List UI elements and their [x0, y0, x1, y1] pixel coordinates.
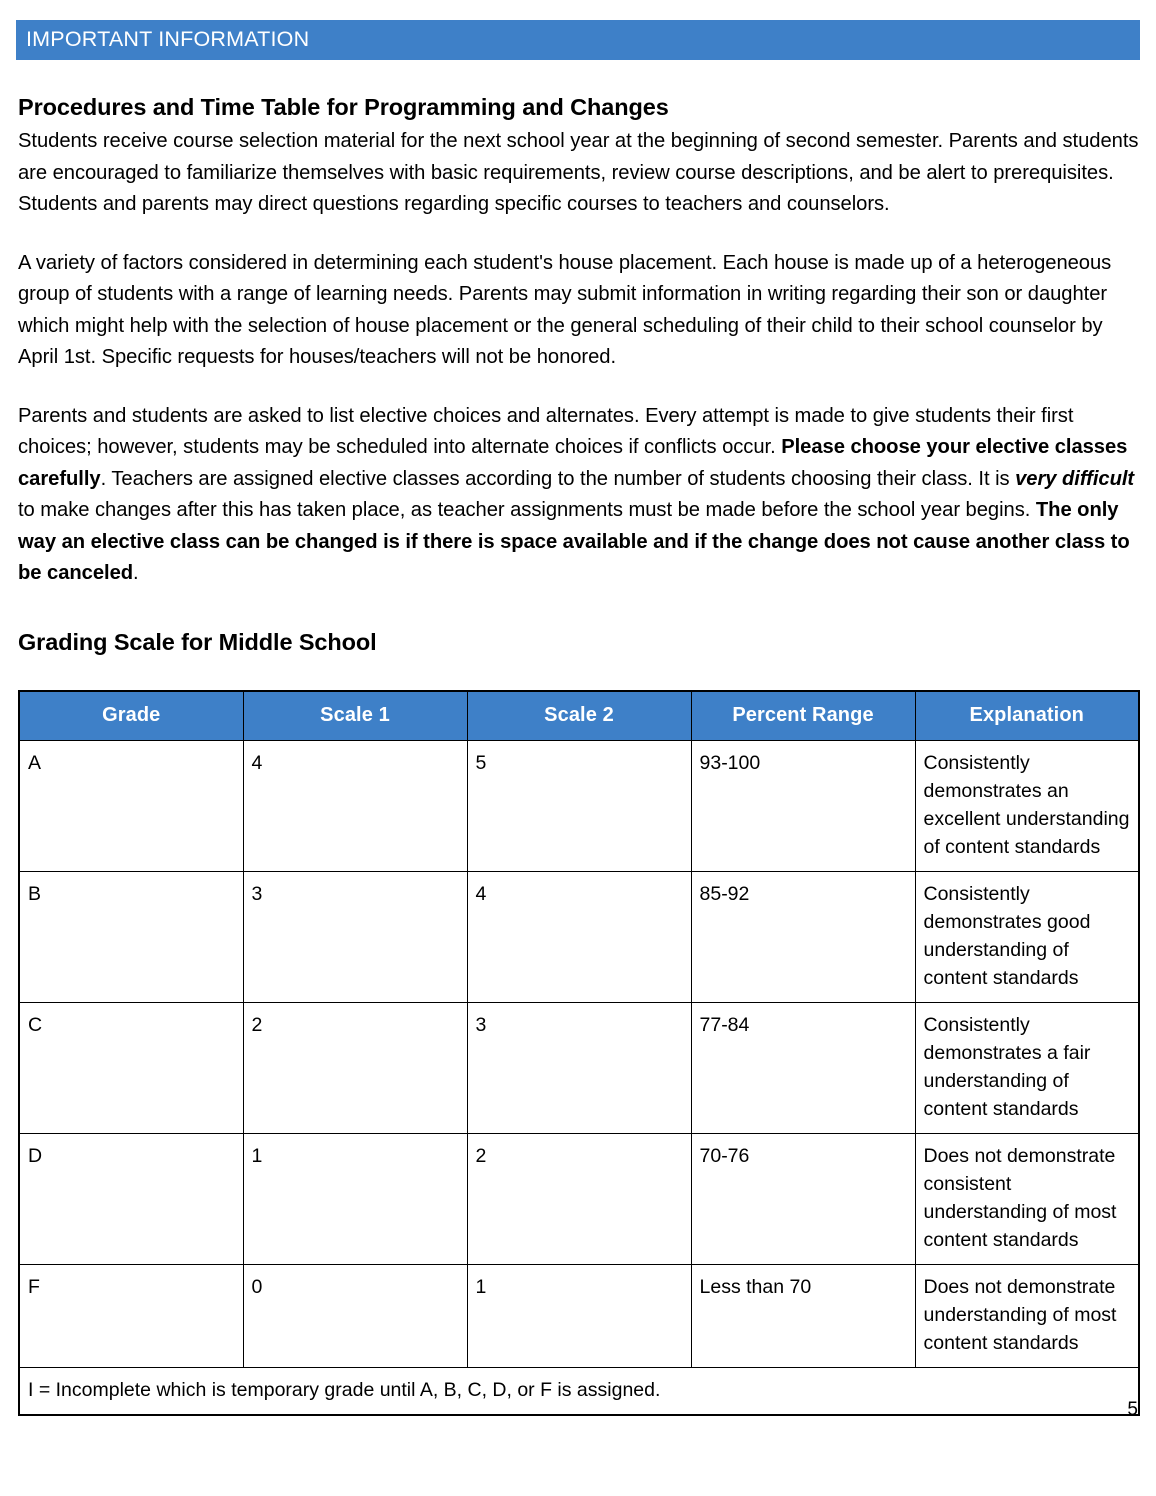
cell-explanation: Does not demonstrate consistent understanding of most content standards — [915, 1134, 1139, 1265]
cell-scale-2: 2 — [467, 1134, 691, 1265]
paragraph-3-part-1: Parents and students are asked to list elective choices and alternates. Every attempt is made to give students their first choices; however, students may be scheduled into alternate choices if conflicts occur. — [18, 404, 1074, 459]
cell-percent-range: 70-76 — [691, 1134, 915, 1265]
cell-grade: F — [19, 1265, 243, 1368]
banner-title: IMPORTANT INFORMATION — [26, 27, 310, 52]
document-content — [18, 93, 1142, 1416]
table-footnote-row — [19, 1368, 1139, 1416]
cell-grade: A — [19, 741, 243, 872]
cell-scale-2: 1 — [467, 1265, 691, 1368]
column-header-grade: Grade — [19, 691, 243, 741]
table-row — [19, 741, 1139, 872]
paragraph-3-bold-2: The only way an elective class can be changed is if there is space available and if the change does not cause another class to be canceled — [18, 499, 1130, 585]
cell-scale-1: 2 — [243, 1003, 467, 1134]
cell-percent-range: 93-100 — [691, 741, 915, 872]
column-header-scale-2: Scale 2 — [467, 691, 691, 741]
cell-grade: D — [19, 1134, 243, 1265]
column-header-percent-range: Percent Range — [691, 691, 915, 741]
grading-scale-table — [18, 690, 1140, 1416]
procedures-paragraph-2: A variety of factors considered in determining each student's house placement. Each house is made up of a heterogeneous group of students with a range of learning needs. Parents may submit information in writing regarding their son or daughter which might help with the selection of house placement or the general scheduling of their child to their school counselor by April 1st. Specific requests for houses/teachers will not be honored. — [18, 251, 1112, 369]
page-number: 5 — [1127, 1399, 1138, 1420]
paragraph-3-bold-1: Please choose your elective classes carefully — [18, 436, 1128, 490]
table-header-row — [19, 691, 1139, 741]
table-body — [19, 741, 1139, 1416]
paragraph-3-bold-italic-1: very difficult — [1015, 467, 1135, 490]
table-header — [19, 691, 1139, 741]
cell-grade: C — [19, 1003, 243, 1134]
grading-scale-heading: Grading Scale for Middle School — [18, 628, 377, 655]
cell-grade: B — [19, 872, 243, 1003]
cell-scale-1: 3 — [243, 872, 467, 1003]
column-header-scale-1: Scale 1 — [243, 691, 467, 741]
paragraph-3-part-3: to make changes after this has taken place, as teacher assignments must be made before the school year begins. — [18, 499, 1036, 522]
incomplete-grade-footnote: I = Incomplete which is temporary grade until A, B, C, D, or F is assigned. — [19, 1368, 1139, 1416]
cell-explanation: Consistently demonstrates an excellent understanding of content standards — [915, 741, 1139, 872]
procedures-paragraph-3 — [18, 401, 1142, 590]
procedures-heading: Procedures and Time Table for Programming and Changes — [18, 94, 669, 120]
cell-percent-range: 85-92 — [691, 872, 915, 1003]
cell-percent-range: Less than 70 — [691, 1265, 915, 1368]
table-row — [19, 1134, 1139, 1265]
cell-explanation: Does not demonstrate understanding of most content standards — [915, 1265, 1139, 1368]
cell-scale-2: 3 — [467, 1003, 691, 1134]
table-row — [19, 1265, 1139, 1368]
cell-scale-2: 4 — [467, 872, 691, 1003]
column-header-explanation: Explanation — [915, 691, 1139, 741]
cell-explanation: Consistently demonstrates good understanding of content standards — [915, 872, 1139, 1003]
cell-percent-range: 77-84 — [691, 1003, 915, 1134]
table-row — [19, 872, 1139, 1003]
cell-scale-1: 1 — [243, 1134, 467, 1265]
table-row — [19, 1003, 1139, 1134]
important-information-banner — [16, 20, 1140, 60]
paragraph-3-part-2: . Teachers are assigned elective classes according to the number of students choosing their class. It is — [100, 467, 1016, 490]
cell-scale-1: 4 — [243, 741, 467, 872]
paragraph-3-part-4: . — [133, 562, 139, 585]
cell-scale-1: 0 — [243, 1265, 467, 1368]
cell-scale-2: 5 — [467, 741, 691, 872]
cell-explanation: Consistently demonstrates a fair understanding of content standards — [915, 1003, 1139, 1134]
procedures-paragraph-1: Students receive course selection material for the next school year at the beginning of second semester. Parents and students are encouraged to familiarize themselves with basic requirements, review course descriptions, and be alert to prerequisites. Students and parents may direct questions regarding specific courses to teachers and counselors. — [18, 130, 1139, 216]
